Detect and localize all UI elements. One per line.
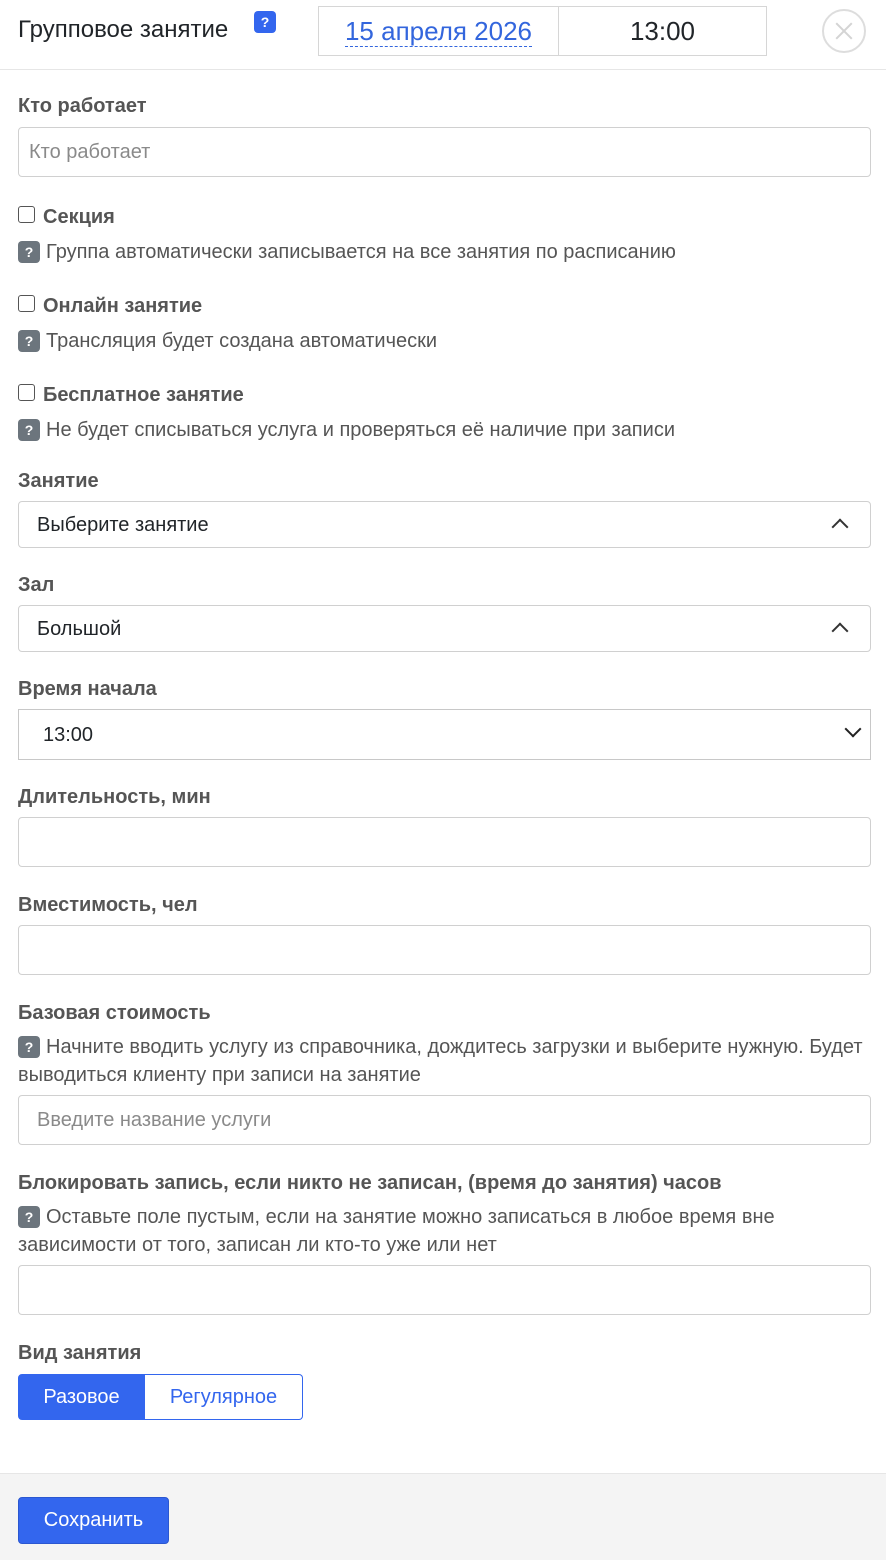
duration-input[interactable] [18, 817, 871, 867]
lesson-label: Занятие [18, 470, 99, 492]
worker-input[interactable] [18, 127, 871, 177]
chevron-up-icon [832, 519, 849, 536]
capacity-label: Вместимость, чел [18, 894, 198, 916]
date-cell[interactable] [319, 7, 559, 55]
section-checkbox-row[interactable] [18, 206, 115, 229]
duration-label: Длительность, мин [18, 786, 211, 808]
modal-header [0, 0, 886, 70]
lesson-select[interactable] [18, 501, 871, 548]
modal-title: Групповое занятие [18, 16, 229, 43]
base-price-input[interactable] [18, 1095, 871, 1145]
start-time-value: 13:00 [43, 724, 94, 746]
start-time-label: Время начала [18, 678, 157, 700]
hall-select-value: Большой [37, 618, 122, 640]
chevron-down-icon [845, 721, 862, 738]
lesson-select-value: Выберите занятие [37, 514, 209, 536]
online-label[interactable]: Онлайн занятие [43, 295, 203, 317]
worker-label: Кто работает [18, 95, 147, 117]
hall-label: Зал [18, 574, 55, 596]
kind-option-single[interactable]: Разовое [18, 1374, 145, 1420]
base-price-hint [18, 1033, 868, 1089]
free-checkbox[interactable] [18, 384, 35, 401]
block-hint-text: Оставьте поле пустым, если на занятие можно записаться в любое время вне зависимости от того, записан ли кто-то уже или нет [18, 1206, 775, 1256]
base-price-hint-text: Начните вводить услугу из справочника, дождитесь загрузки и выберите нужную. Будет выводиться клиенту при записи на занятие [18, 1036, 863, 1086]
block-hint [18, 1203, 868, 1259]
question-icon: ? [18, 241, 40, 263]
free-hint [18, 416, 868, 444]
free-checkbox-row[interactable] [18, 384, 244, 407]
modal-footer [0, 1473, 886, 1560]
section-hint-text: Группа автоматически записывается на все занятия по расписанию [46, 241, 676, 263]
help-icon[interactable]: ? [254, 11, 276, 33]
free-hint-text: Не будет списываться услуга и проверяться её наличие при записи [46, 419, 675, 441]
block-hours-input[interactable] [18, 1265, 871, 1315]
hall-select[interactable] [18, 605, 871, 652]
base-price-label: Базовая стоимость [18, 1002, 211, 1024]
save-button[interactable]: Сохранить [18, 1497, 169, 1544]
close-icon[interactable] [822, 9, 866, 53]
question-icon: ? [18, 419, 40, 441]
kind-option-regular[interactable]: Регулярное [145, 1374, 303, 1420]
question-icon: ? [18, 1206, 40, 1228]
question-icon: ? [18, 330, 40, 352]
start-time-select[interactable] [18, 709, 871, 760]
online-checkbox-row[interactable] [18, 295, 202, 318]
section-checkbox[interactable] [18, 206, 35, 223]
capacity-input[interactable] [18, 925, 871, 975]
kind-toggle [18, 1374, 303, 1420]
free-label[interactable]: Бесплатное занятие [43, 384, 244, 406]
section-label[interactable]: Секция [43, 206, 115, 228]
date-link[interactable]: 15 апреля 2026 [344, 16, 533, 46]
section-hint [18, 238, 868, 266]
block-label: Блокировать запись, если никто не записан, (время до занятия) часов [18, 1172, 722, 1194]
date-time-picker [318, 6, 767, 56]
time-cell[interactable]: 13:00 [629, 16, 696, 46]
online-hint-text: Трансляция будет создана автоматически [46, 330, 438, 352]
chevron-up-icon [832, 623, 849, 640]
kind-label: Вид занятия [18, 1342, 142, 1364]
online-checkbox[interactable] [18, 295, 35, 312]
question-icon: ? [18, 1036, 40, 1058]
online-hint [18, 327, 868, 355]
